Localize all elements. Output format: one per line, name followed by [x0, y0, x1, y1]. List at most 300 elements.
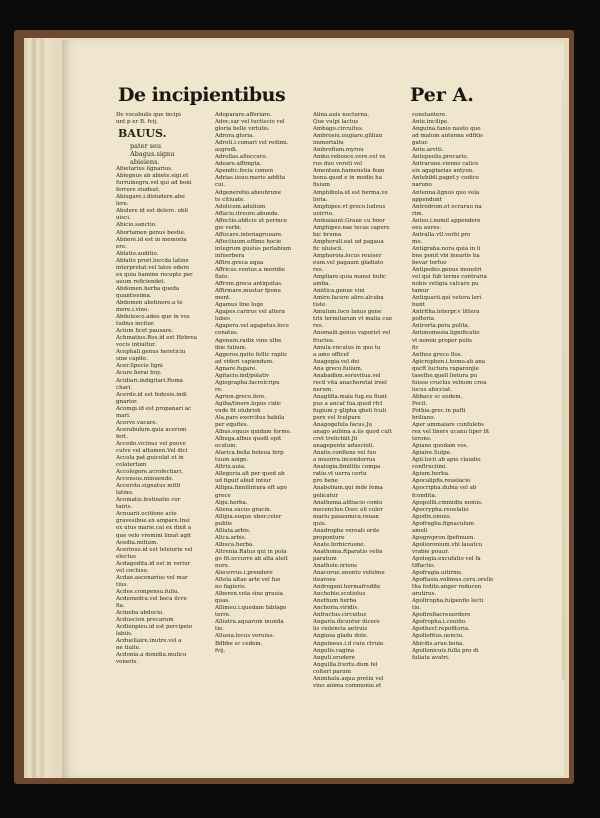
text-line: Amulum.loco lanus gene: [313, 309, 382, 316]
text-line: cret trelichiit.Jii: [313, 436, 358, 443]
text-line: Antritha.interpr.v littera: [412, 309, 480, 316]
text-line: Anguilla.fcertu.dum fel: [313, 661, 378, 668]
text-line: Achmatius.Ros.id est Hebrea: [116, 335, 197, 342]
text-line: veneris.: [116, 659, 139, 666]
text-line: nobis vetigia calcare pu: [412, 281, 479, 288]
text-line: Aggeros.quito fellic raplic: [215, 351, 288, 358]
text-line: pater seu: [130, 142, 162, 151]
text-line: Alina.auis nocturna.: [313, 112, 370, 118]
text-line: a amo officef: [313, 351, 349, 358]
text-line: Acomgi.id est propanari ac: [116, 405, 192, 412]
text-line: locus abicciat.: [412, 386, 452, 393]
text-line: Acerdo.id est fedosie.indi: [116, 391, 187, 398]
text-line: Acium licet pausare.: [116, 328, 174, 335]
text-line: Apiaire.Sulpe.: [412, 450, 452, 457]
text-line: Apofragia.uitirms.: [412, 570, 463, 577]
text-line: pro bene: [313, 478, 338, 485]
text-line: Ablatio.auditio.: [116, 250, 159, 257]
text-line: lubes: [215, 316, 230, 323]
text-line: Apofirofiacreuerdere: [412, 612, 471, 619]
text-line: uisci.: [116, 215, 131, 222]
text-line: ere.: [116, 243, 127, 250]
text-line: fic uluiscii.: [313, 245, 344, 252]
text-line: Agnare.fugare.: [215, 365, 257, 372]
text-line: conflruciimi.: [412, 464, 448, 471]
text-line: Ambago.circuitus.: [313, 126, 364, 133]
text-line: eum.vel pagaum gladiato: [313, 259, 384, 266]
text-line: Adrias.iisuo.mario addita: [215, 175, 286, 182]
text-line: Apendic.focia comen: [215, 168, 274, 175]
text-line: vel qui fub terms contraria: [412, 274, 487, 281]
text-line: anagepente aduscioli.: [313, 443, 374, 450]
text-line: tuum aoigo.: [215, 457, 249, 464]
text-line: Acidiari.indigitari.Roma: [116, 377, 183, 384]
text-line: Amphoroia.locus reuiser: [313, 252, 382, 259]
text-line: rex vel liners ucanu liper lit: [412, 429, 490, 436]
text-line: tasethe.quell lietura pu: [412, 372, 478, 379]
text-line: Anaglifia.mala fug.ea fiunt: [313, 393, 387, 400]
text-line: Affectio.abficio ut perince: [215, 217, 287, 224]
text-line: Acomatis.festinatio cor: [116, 497, 181, 504]
text-line: Amire.facere aliro.alcuba: [313, 295, 384, 302]
text-line: Acnuarii.ocitione acie: [116, 511, 177, 518]
text-line: briliano.: [412, 415, 436, 422]
text-line: pofteria: [412, 316, 434, 323]
text-line: Amula.vnculus in quo tu: [313, 344, 381, 351]
text-line: Affricus.ventus.a meridie: [215, 267, 286, 274]
text-line: fic: [412, 344, 419, 351]
text-column-2: [215, 112, 309, 655]
text-line: naruno: [412, 182, 432, 189]
text-line: Acdae.ascenarius vel mar: [116, 574, 188, 581]
text-line: Agitacio.ind/polativ: [215, 372, 270, 379]
text-line: no fagieris.: [215, 584, 247, 591]
text-line: lere.: [116, 201, 129, 208]
text-line: Acerinus.id est teleiorie vel: [116, 546, 193, 553]
text-line: Pocil.: [412, 400, 428, 407]
text-line: Anguina.fanio nauto quo: [412, 126, 481, 133]
text-line: Adoc.sar vel tuctiscio vel: [215, 119, 285, 126]
text-line: ment.: [215, 295, 231, 302]
text-line: colatertam: [116, 462, 147, 469]
text-line: Amitica.genus vini: [313, 288, 365, 295]
text-line: Apocrypha.reuelatio: [412, 506, 469, 513]
text-line: Anathema.alitiacio conto: [313, 499, 383, 506]
text-line: arutirus.: [412, 591, 437, 598]
text-line: bne ponit vbi ineariis ha: [412, 252, 480, 259]
text-line: Alliata.arbis.: [215, 527, 251, 534]
text-line: Amphibola.id est herma.ve: [313, 189, 388, 196]
text-line: Adroti.i.comari vel redimi.: [215, 140, 289, 147]
text-line: Anacorue.unonto vefelmu: [313, 570, 385, 577]
text-line: fugium.y glipha qbeli fculi: [313, 407, 387, 414]
text-line: tamur: [412, 288, 429, 295]
text-line: uoirrio.: [313, 210, 334, 217]
text-line: quis.: [313, 520, 327, 527]
text-line: Antepeolis.procario.: [412, 154, 469, 161]
text-line: bonu.quod e in medio ha: [313, 175, 382, 182]
text-line: gloria belle virtulis.: [215, 126, 270, 133]
text-line: Abiiere.id est in memoria: [116, 236, 187, 243]
text-line: Amphipes.nae tecas capere: [313, 224, 390, 231]
text-line: Affrom.greca antiquitas.: [215, 281, 283, 288]
text-line: Agapera.vel agapetus.loco: [215, 323, 289, 330]
text-line: Altrix.auia.: [215, 464, 246, 471]
text-line: Abolere id est delere. obli: [116, 208, 189, 215]
text-line: quas.: [215, 598, 230, 605]
text-line: Acephali.genus hereticiu: [116, 349, 186, 356]
text-line: Alliutra.aquarum inunda: [215, 619, 284, 626]
text-line: Amphoruli.eat ud pagaua: [313, 238, 384, 245]
text-line: re.: [215, 386, 223, 393]
text-line: Amphipes.vt greco.ludeus: [313, 203, 386, 210]
text-line: Acduellaire.inutre.vel a: [116, 638, 182, 645]
text-line: Abdolesco.adeo que in vos: [116, 314, 190, 321]
text-line: paratum: [313, 555, 337, 562]
text-column-4: [412, 112, 508, 662]
text-line: tudius incitur.: [116, 321, 155, 328]
text-line: vino anima commonie.et: [313, 682, 382, 689]
text-line: Anathole.oriens: [313, 563, 357, 569]
text-line: chari.: [116, 384, 133, 391]
text-line: cui.: [215, 182, 226, 189]
text-line: gnarior.: [116, 398, 138, 405]
text-line: Apoltropha.fulpenfio lecti: [412, 598, 484, 605]
text-line: mecenclue.Osec eli culer: [313, 506, 383, 513]
text-line: mo.: [412, 238, 423, 245]
text-line: Apoftasia.volimus.ceru.orelle: [412, 577, 494, 584]
text-line: Acdonia.a donidia.mulico: [116, 652, 187, 659]
text-line: oculum.: [215, 443, 238, 450]
text-line: Angulis.vagina: [313, 647, 355, 654]
text-line: Anagogefula facus.Ju: [313, 422, 373, 429]
text-line: interpretat.vel latos odere: [116, 264, 190, 271]
text-line: Allusia.locus veruius.: [215, 633, 275, 640]
text-line: Apolioronium.vbi lauatcu: [412, 541, 483, 548]
text-line: Antenna.lignus quo vela: [412, 189, 480, 196]
text-line: nerum.: [313, 386, 333, 393]
text-line: ud figuif aliud intiur: [215, 478, 272, 485]
text-line: proponture: [313, 534, 345, 541]
text-line: Anchobio.scotiolus: [313, 591, 366, 598]
text-line: go fit.occurre ab alta aleit: [215, 555, 288, 562]
text-line: ad malum antenna edfitis: [412, 133, 483, 140]
text-line: appendunt: [412, 196, 442, 203]
text-line: Acdienpieu.id est percipeio: [116, 624, 193, 631]
text-line: anago aubina a.iis quod cult: [313, 429, 392, 436]
text-line: Antonomesia.lignificatio: [412, 330, 480, 337]
text-line: terons.: [412, 436, 432, 443]
text-line: Affucare.interiagruuare.: [215, 231, 283, 238]
text-line: Apogrepron.fpefinuen.: [412, 534, 476, 541]
text-line: tiste.: [313, 302, 328, 309]
text-line: Abicio.sanctio.: [116, 222, 157, 229]
text-line: pere vel fculpure: [313, 415, 361, 422]
text-line: Allimeu.i.quedam fablago: [215, 605, 287, 612]
text-line: terre.: [215, 612, 231, 619]
text-line: trix termitarum vt malia cue: [313, 316, 393, 323]
text-line: Acerabulum.quia acerum: [116, 426, 187, 433]
text-line: Altela altae arte vel fue: [215, 577, 281, 584]
text-line: Acdemedra.vel boca ilcre: [116, 595, 187, 602]
text-line: Amentum.hamenstia fean: [313, 168, 385, 175]
text-line: Agrion.grece.fere.: [215, 393, 266, 400]
text-line: Acer.Specie ligni: [116, 363, 163, 370]
text-line: ibie fulium.: [215, 344, 247, 351]
text-line: Ante.arvtti.: [412, 147, 444, 154]
text-line: gelicatur: [313, 492, 339, 499]
text-line: quantissima.: [116, 292, 152, 299]
text-line: Antiquarii.qui vetera leri: [412, 295, 482, 302]
text-line: Apocripha.dubia vel ab: [412, 485, 477, 492]
text-line: nure.: [215, 563, 230, 569]
text-line: Allipia.finnilintura eft apo: [215, 485, 287, 492]
text-line: Anchoria.viridis.: [313, 605, 359, 612]
page-heading-left: De incipientibus: [118, 84, 286, 106]
text-line: Ampliare.quia mansi hubc: [313, 274, 387, 281]
text-line: Apicrephon.i.homo.ab ana: [412, 358, 486, 365]
text-line: te citiuate.: [215, 196, 246, 203]
text-line: gravesibue.ex ampare.Insi: [116, 518, 190, 525]
text-line: gatur.: [412, 140, 429, 147]
text-line: Allipia.eoquo ubor.celer: [215, 513, 282, 520]
text-line: electus: [116, 553, 136, 560]
text-line: auum reficiendet.: [116, 278, 166, 285]
text-line: Adrollas.afloccuro.: [215, 154, 268, 161]
text-line: immortaliu: [313, 140, 344, 147]
text-line: Apollofitus.uencio.: [412, 633, 464, 640]
text-line: Apothecf.repofitoria.: [412, 626, 470, 633]
text-line: fuisse cruclus velnom crea: [412, 379, 487, 386]
text-line: De vocabulis que incipi: [116, 112, 181, 118]
text-line: abieiens.: [130, 158, 160, 167]
text-line: Angiosa gladu dole.: [313, 633, 368, 640]
text-line: Agamus line lugo: [215, 302, 264, 309]
text-line: Acdagodita.id est in veriur: [116, 560, 191, 567]
text-line: grece: [215, 492, 231, 499]
text-line: Apofropha.i.couifio.: [412, 619, 467, 626]
text-line: Agapes.carirus vel altera: [215, 309, 285, 316]
text-line: bevar torfuo: [412, 259, 447, 266]
text-line: Anteo.i.nomil appendere: [412, 217, 481, 224]
text-line: Antipodes.genus monstri: [412, 267, 482, 274]
text-line: Accersto.signatus mitti: [116, 483, 181, 490]
text-line: Antebibli.pagef.y codice: [412, 175, 480, 182]
text-line: fcondita.: [412, 492, 437, 499]
text-line: fvij.: [215, 647, 226, 654]
text-line: flato.: [215, 274, 230, 281]
text-line: Apii.locii ab apio claudio: [412, 457, 481, 464]
text-line: BAUUS.: [118, 127, 167, 141]
text-line: Anguineus.i.d cuiu ctruie.: [313, 640, 385, 647]
text-line: ameli: [412, 527, 428, 534]
text-line: Alberen.vola sine grauia: [215, 591, 284, 598]
text-line: Acineba abducio.: [116, 610, 164, 617]
text-line: Accensus.minuendo.: [116, 476, 174, 483]
text-line: Anadrophe veroati orde: [313, 527, 380, 534]
text-line: Acduscion precarum: [116, 617, 174, 624]
text-line: Alecerrus.i.prendere: [215, 570, 273, 577]
text-line: bunt: [412, 302, 425, 309]
text-line: fert.: [116, 433, 128, 440]
text-line: tius.: [116, 581, 129, 588]
text-line: Abdomen.herba queda: [116, 285, 180, 292]
text-line: Anate.ferbicruone.: [313, 541, 366, 548]
text-line: Agiographa.facrelcripu: [215, 379, 280, 386]
text-column-3: [313, 112, 407, 690]
text-line: Antralla.vtl.verbi pro: [412, 231, 471, 238]
text-line: Angaria.dicuntur dicere: [313, 619, 380, 626]
text-line: Anabadion.soruvitua.vel: [313, 372, 381, 379]
text-line: eix agaptarias antyon.: [412, 168, 474, 175]
text-line: a musirra.incendorrus: [313, 457, 376, 464]
text-line: Apopollii.cmmidiu nomis.: [412, 499, 483, 506]
text-line: loria.: [313, 196, 328, 203]
text-line: culve vel attamen.Vel dici: [116, 447, 188, 454]
text-line: per equites.: [215, 422, 249, 429]
text-line: Adrora.gloria.: [215, 133, 255, 140]
text-line: Adolicem.adulium: [215, 203, 266, 210]
text-line: Anagogia.vel dei: [313, 358, 360, 365]
text-line: Ambaiaunt.Graue cu boor: [313, 217, 386, 224]
text-line: publis: [215, 520, 232, 527]
text-line: vude fit olubrish: [215, 407, 261, 414]
text-line: furruinegru.vel qui ad boni: [116, 180, 192, 187]
text-line: infuerbera: [215, 252, 245, 259]
text-line: Animhalu.aqua pretiu vel: [313, 675, 384, 682]
text-line: Adeare.affimpta.: [215, 161, 262, 168]
text-line: Anathoma.ftparatio velte: [313, 548, 383, 555]
text-line: colteri parum: [313, 668, 351, 675]
text-line: ex quia hamine recepte per: [116, 271, 193, 278]
text-line: Abietarius lignarius.: [116, 166, 173, 173]
text-line: Anatis.conflens vel fuo: [313, 450, 377, 457]
text-line: Alarica.bella boleua ferp: [215, 450, 284, 457]
text-line: Abiegnus ab abiete.sigi.et: [116, 173, 189, 180]
text-line: Acedia.mitium.: [116, 539, 159, 546]
text-line: Albus.equus quidam forme.: [215, 429, 292, 436]
text-line: Affire.greca aqua: [215, 259, 264, 266]
text-line: Ambo.vebooce.vere.vel ve: [313, 154, 386, 161]
text-line: Apofraglia.fignaculum: [412, 520, 474, 527]
text-line: cenatus.: [215, 330, 239, 337]
text-line: Androgeni.hermafrodite: [313, 584, 381, 591]
text-line: Accedo.vicinus vel pouve: [116, 440, 186, 447]
text-line: itearoes: [313, 577, 336, 584]
text-line: asgredi.: [215, 147, 238, 154]
text-line: lis violencia aetruis: [313, 626, 368, 633]
text-line: Affirmare.mustur fponu: [215, 288, 281, 295]
text-line: Ana greco.fuiium.: [313, 365, 363, 372]
text-line: mere.i.vino.: [116, 307, 149, 314]
text-line: constantere.: [412, 112, 447, 118]
text-line: Abiugare.i.disiudere.abo: [116, 194, 185, 201]
text-line: Apiane quodam vos.: [412, 443, 469, 450]
text-line: Albuca.herba.: [215, 541, 254, 548]
text-line: amfia.: [313, 281, 331, 288]
text-line: sine capite.: [116, 356, 148, 363]
text-line: ne tiuile.: [116, 645, 141, 652]
text-line: Apium.herba.: [412, 471, 450, 478]
text-line: latino.: [116, 490, 134, 497]
text-line: Ablatio prori.loccda latine: [116, 257, 189, 264]
text-line: unt p er B. fvij.: [116, 119, 158, 126]
text-line: tairis.: [116, 504, 133, 511]
text-line: Abortamen genus bestie.: [116, 229, 186, 236]
text-line: fructus.: [313, 337, 335, 344]
text-line: Affectiuum.effimo hocie: [215, 238, 282, 245]
text-line: tha fedito.anger reducen: [412, 584, 482, 591]
text-line: Anomalii.genus vaporist vel: [313, 330, 391, 337]
text-line: fisium: [313, 182, 331, 189]
text-line: Apodix.omnis.: [412, 513, 452, 520]
text-line: Albuga.albus quodi opit: [215, 436, 282, 443]
page-fold-edge: [562, 80, 566, 680]
text-line: qucft luctura raparonjie: [412, 365, 479, 372]
text-line: vocis intiuitur.: [116, 342, 156, 349]
text-line: Acerve.vacare.: [116, 419, 158, 426]
text-line: Ambrosiu.uugiare.gliliun: [313, 133, 383, 140]
text-line: Anthos greco flos.: [412, 351, 463, 358]
text-line: Accolegore.acrofectiari.: [116, 469, 183, 476]
text-line: vt nomin proper polis: [412, 337, 472, 344]
text-line: Allegoria.alt per quod ab: [215, 471, 285, 478]
text-line: ad videri capiendum.: [215, 358, 274, 365]
text-line: Acdee.compensu.fuliu.: [116, 588, 180, 595]
text-line: Apollonicuis.fulla pro di: [412, 647, 479, 654]
text-line: recil vita anachoretal ireel: [313, 379, 387, 386]
text-line: Anfractus.circuitus: [313, 612, 367, 619]
text-line: pus a ancaf fua.quod rfcl: [313, 400, 383, 407]
text-line: Apologia.excufatio vel fa: [412, 555, 481, 562]
text-line: ferrere studeat.: [116, 187, 161, 194]
text-line: tio.: [215, 626, 224, 633]
text-line: Abicdis.arue.bona.: [412, 640, 465, 647]
text-line: Adoparare.afferiare.: [215, 112, 272, 118]
text-line: Analogia.fimilitis compa: [313, 464, 381, 471]
text-line: Que vulpi lactus: [313, 119, 359, 126]
text-line: Altrenia.Ratus qui in pola: [215, 548, 287, 555]
text-line: Affacio.itreure.abunde.: [215, 210, 280, 217]
text-line: bic bruma: [313, 231, 342, 238]
text-line: tio.: [412, 605, 421, 612]
text-line: Anguli.erudere: [313, 654, 355, 661]
text-line: Abbace sc eodem.: [412, 393, 463, 400]
text-line: Antrarune.viennz calice: [412, 161, 479, 168]
text-line: res.: [313, 267, 324, 274]
text-line: eeu aures.: [412, 224, 442, 231]
text-line: Anethum herba: [313, 598, 357, 605]
text-column-1: [116, 112, 210, 666]
text-line: gio verbi.: [215, 224, 242, 231]
text-line: vrabie pouur.: [412, 548, 449, 555]
text-line: Agenum.radix vino ulbe: [215, 337, 282, 344]
text-line: Apocalipfis.reuelacio: [412, 478, 471, 485]
text-line: Ala.pars exercitus babila: [215, 415, 285, 422]
text-line: fuliata avatri.: [412, 654, 450, 661]
text-line: fia.: [116, 603, 125, 609]
text-line: Abagus.signu: [130, 150, 175, 159]
text-line: Bdbbe sc cedem.: [215, 640, 263, 647]
text-line: integrum gustus perlabium: [215, 245, 292, 252]
page-heading-right: Per A.: [410, 84, 474, 106]
text-line: Alica.arbis.: [215, 534, 247, 541]
text-line: Accola pat.guicolat et in: [116, 455, 184, 462]
text-line: que velo vremini limat agit: [116, 532, 192, 539]
text-line: Abdomen abstinere.a te: [116, 299, 183, 306]
text-line: Agiba/tinere.lopus cidic: [215, 400, 282, 407]
text-line: Ambrofium.myrou: [313, 147, 364, 154]
